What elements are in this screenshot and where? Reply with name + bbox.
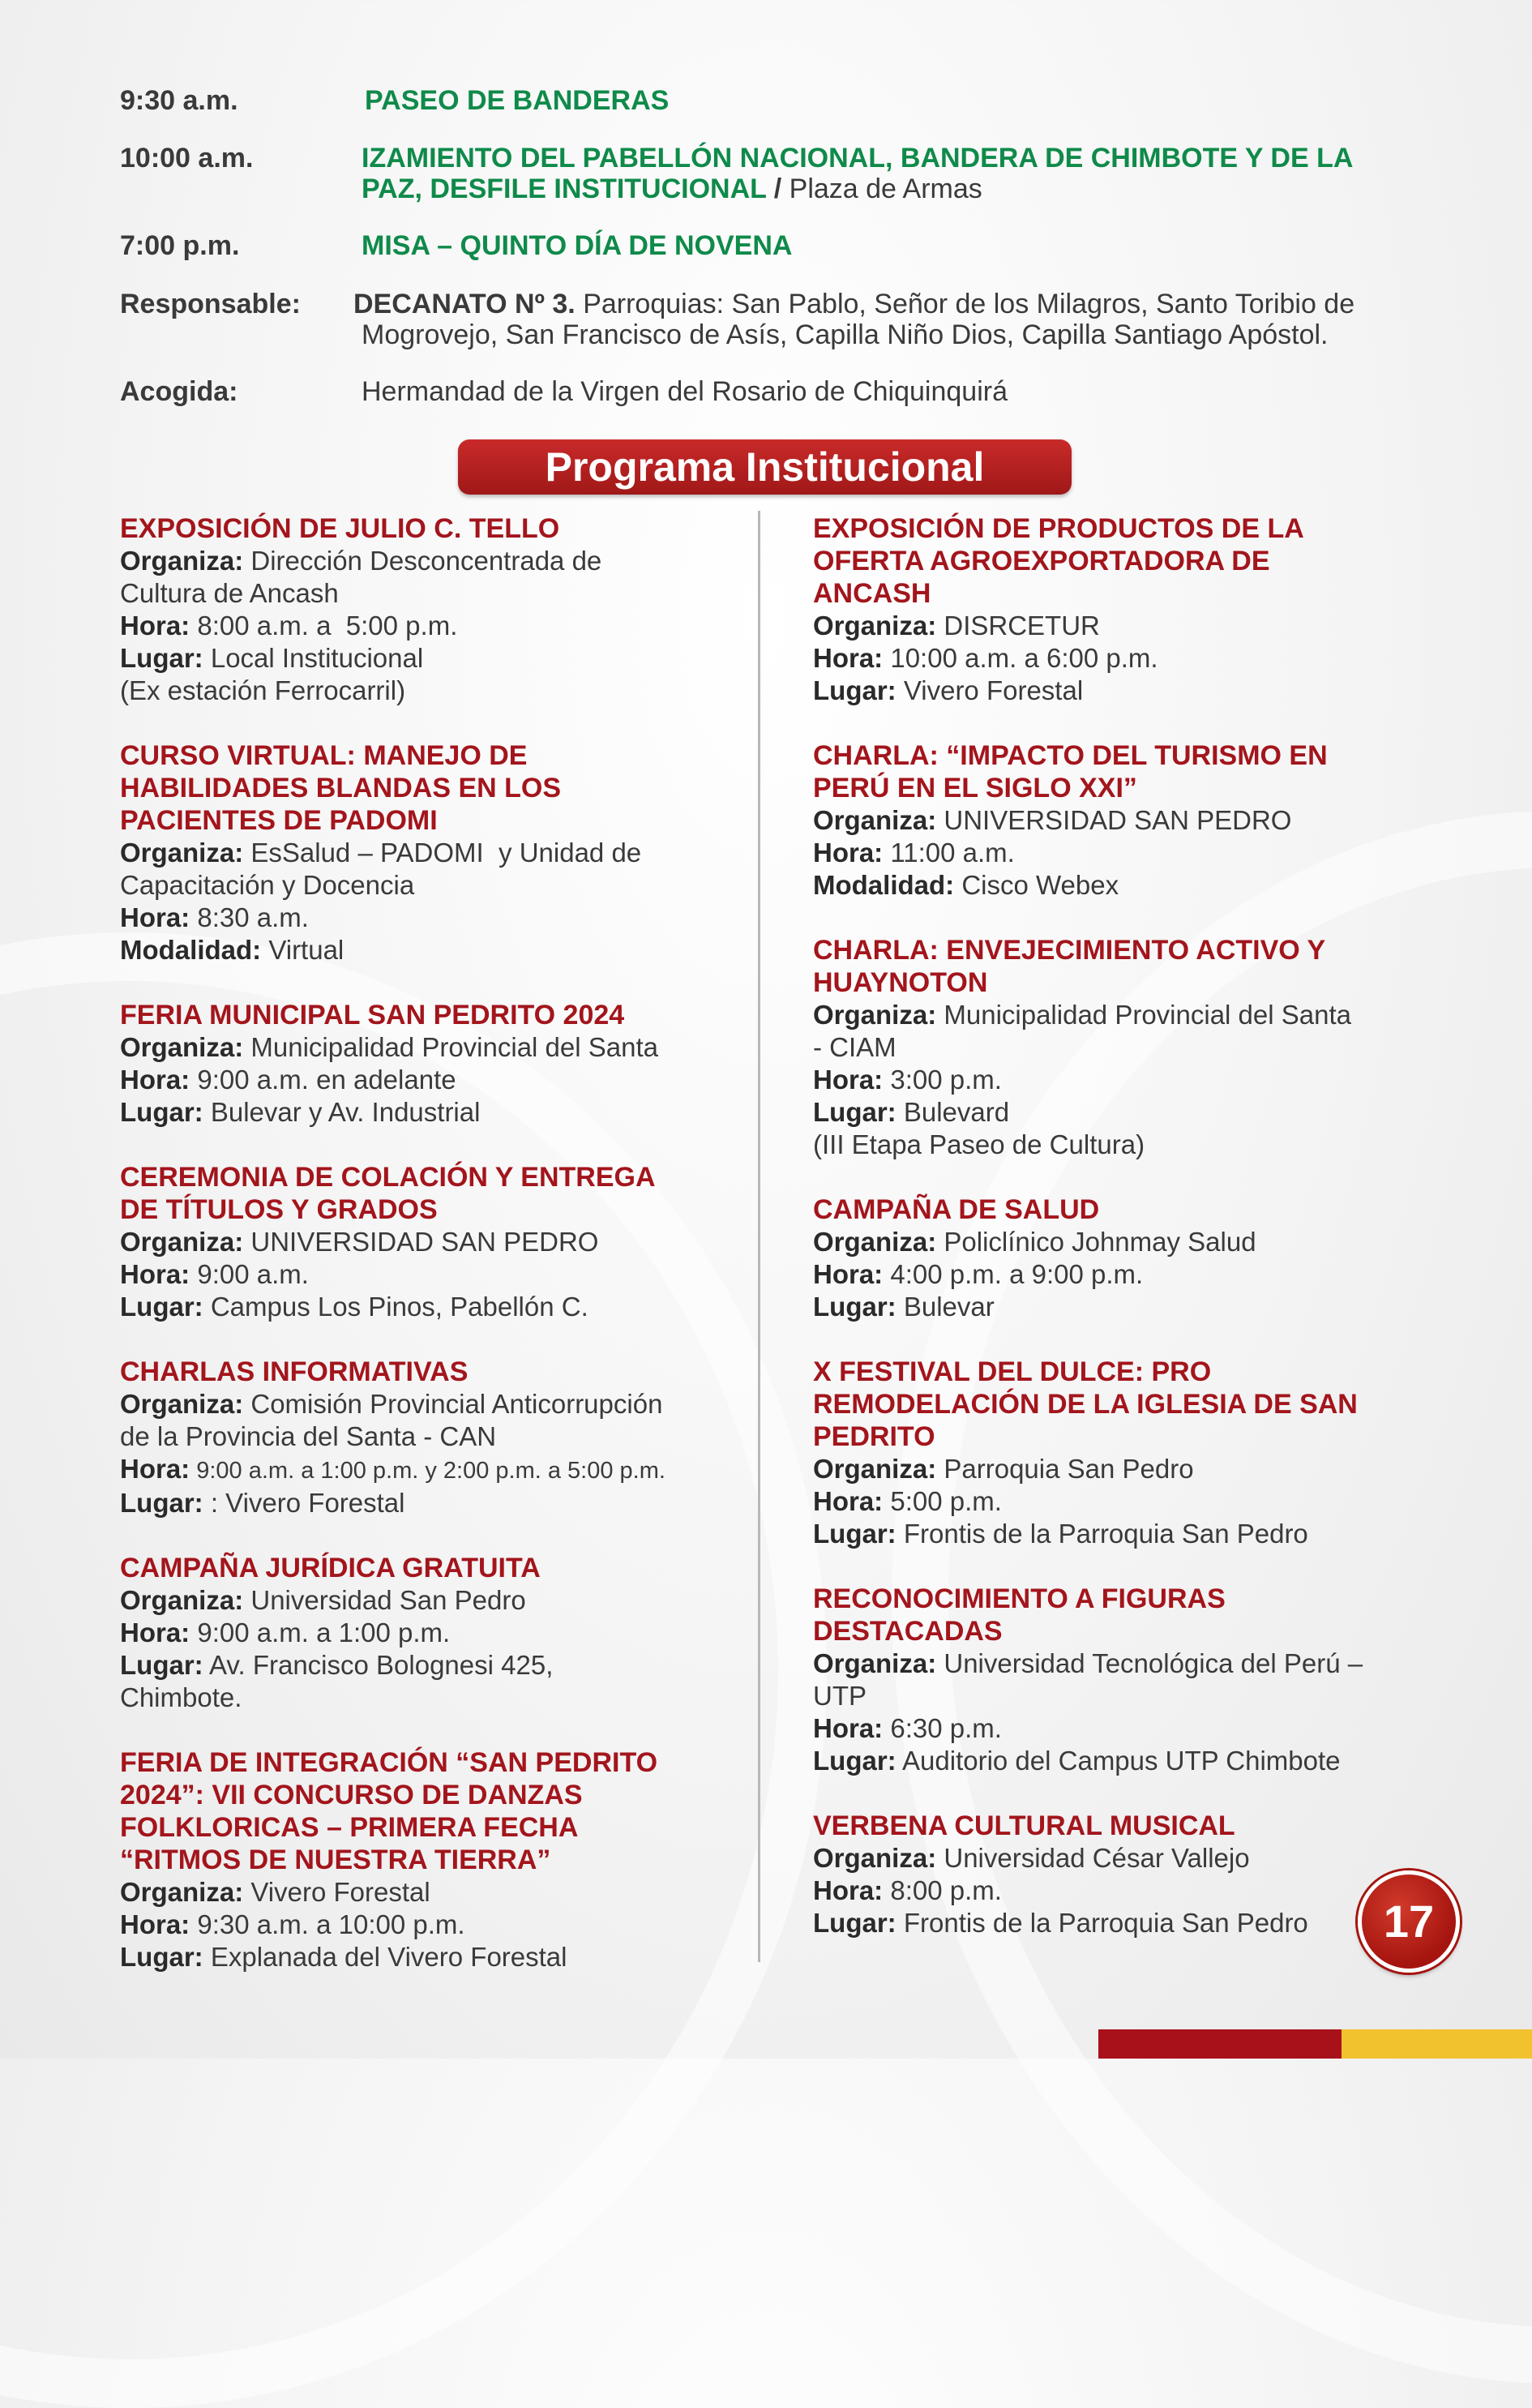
detail-label: Organiza: bbox=[813, 611, 937, 641]
detail-label: Lugar: bbox=[813, 1746, 897, 1776]
event-detail bbox=[813, 1064, 1429, 1096]
event-detail bbox=[813, 1031, 1429, 1064]
detail-value: Bulevard bbox=[896, 1097, 1010, 1127]
detail-label: Hora: bbox=[813, 1486, 884, 1516]
detail-value: Auditorio del Campus UTP Chimbote bbox=[896, 1746, 1341, 1776]
event-detail bbox=[120, 1226, 736, 1258]
event-detail bbox=[813, 1680, 1429, 1712]
schedule-title-line1: IZAMIENTO DEL PABELLÓN NACIONAL, BANDERA DE CHIMBOTE Y DE LA bbox=[362, 143, 1354, 174]
detail-value: 4:00 p.m. a 9:00 p.m. bbox=[883, 1259, 1144, 1289]
event-detail bbox=[813, 1842, 1429, 1875]
detail-value: Municipalidad Provincial del Santa bbox=[243, 1032, 658, 1062]
event-detail bbox=[120, 1909, 736, 1941]
detail-label: Hora: bbox=[813, 1875, 884, 1905]
event-title: PEDRITO bbox=[813, 1421, 935, 1452]
event-item bbox=[120, 999, 736, 1129]
detail-value: 8:00 a.m. a 5:00 p.m. bbox=[190, 611, 458, 641]
responsable-text: Parroquias: San Pablo, Señor de los Milagros, Santo Toribio de bbox=[575, 289, 1355, 319]
detail-value: Universidad César Vallejo bbox=[936, 1843, 1250, 1873]
responsable-lead: DECANATO Nº 3. bbox=[353, 289, 576, 319]
detail-value: 8:00 p.m. bbox=[883, 1875, 1002, 1905]
event-detail bbox=[120, 675, 736, 707]
event-detail bbox=[120, 869, 736, 902]
event-detail bbox=[120, 1031, 736, 1064]
event-item bbox=[813, 1583, 1429, 1777]
detail-label: Lugar: bbox=[813, 675, 897, 705]
event-detail bbox=[120, 1388, 736, 1420]
detail-value: Vivero Forestal bbox=[896, 675, 1084, 705]
schedule-title-line2: PAZ, DESFILE INSTITUCIONAL bbox=[362, 174, 767, 204]
detail-value: 5:00 p.m. bbox=[883, 1486, 1002, 1516]
detail-label: Organiza: bbox=[120, 1032, 244, 1062]
detail-label: Hora: bbox=[813, 1713, 884, 1743]
detail-label: Lugar: bbox=[813, 1292, 897, 1322]
detail-value: 3:00 p.m. bbox=[883, 1065, 1002, 1095]
event-title: VERBENA CULTURAL MUSICAL bbox=[813, 1810, 1235, 1841]
detail-label: Lugar: bbox=[120, 1488, 203, 1518]
detail-value: (III Etapa Paseo de Cultura) bbox=[813, 1129, 1145, 1159]
event-detail bbox=[813, 869, 1429, 902]
detail-value: Av. Francisco Bolognesi 425, bbox=[203, 1650, 554, 1680]
event-detail bbox=[813, 1485, 1429, 1518]
event-detail bbox=[813, 1226, 1429, 1258]
event-title: 2024”: VII CONCURSO DE DANZAS bbox=[120, 1780, 583, 1810]
acogida-text: Hermandad de la Virgen del Rosario de Chiquinquirá bbox=[362, 376, 1008, 407]
detail-label: Hora: bbox=[813, 1259, 884, 1289]
footer-bar-yellow bbox=[1342, 2029, 1532, 2059]
detail-label: Organiza: bbox=[120, 1389, 244, 1419]
detail-label: Lugar: bbox=[120, 643, 203, 673]
detail-label: Organiza: bbox=[813, 805, 937, 835]
event-title: CURSO VIRTUAL: MANEJO DE bbox=[120, 740, 528, 771]
schedule-time: 9:30 a.m. bbox=[120, 85, 238, 116]
event-detail bbox=[120, 837, 736, 869]
detail-label: Lugar: bbox=[813, 1519, 897, 1549]
event-title: CHARLA: ENVEJECIMIENTO ACTIVO Y bbox=[813, 935, 1326, 966]
event-item bbox=[813, 934, 1429, 1161]
event-detail bbox=[120, 1258, 736, 1291]
detail-value: 9:00 a.m. bbox=[190, 1259, 309, 1289]
detail-label: Lugar: bbox=[120, 1942, 203, 1972]
event-detail bbox=[120, 577, 736, 610]
event-detail bbox=[813, 999, 1429, 1031]
detail-value: 9:30 a.m. a 10:00 p.m. bbox=[190, 1909, 465, 1939]
event-detail bbox=[120, 1617, 736, 1649]
section-banner: Programa Institucional bbox=[458, 439, 1072, 495]
detail-value: 6:30 p.m. bbox=[883, 1713, 1002, 1743]
detail-label: Hora: bbox=[120, 1259, 190, 1289]
detail-value: UTP bbox=[813, 1681, 867, 1711]
page-number: 17 bbox=[1358, 1870, 1460, 1973]
detail-label: Organiza: bbox=[813, 1000, 937, 1030]
event-title: FOLKLORICAS – PRIMERA FECHA bbox=[120, 1812, 579, 1843]
event-item bbox=[120, 1161, 736, 1323]
event-detail bbox=[813, 1875, 1429, 1907]
event-detail bbox=[120, 902, 736, 934]
event-title: DESTACADAS bbox=[813, 1616, 1003, 1647]
event-title: PERÚ EN EL SIGLO XXI” bbox=[813, 773, 1137, 803]
detail-value: (Ex estación Ferrocarril) bbox=[120, 675, 406, 705]
detail-value: Frontis de la Parroquia San Pedro bbox=[896, 1519, 1308, 1549]
event-detail bbox=[813, 1518, 1429, 1550]
event-detail bbox=[813, 837, 1429, 869]
event-title: FERIA DE INTEGRACIÓN “SAN PEDRITO bbox=[120, 1747, 658, 1778]
detail-value: Campus Los Pinos, Pabellón C. bbox=[203, 1292, 588, 1322]
detail-label: Organiza: bbox=[120, 1585, 244, 1615]
event-detail bbox=[813, 1907, 1429, 1939]
event-item bbox=[120, 1356, 736, 1519]
detail-label: Lugar: bbox=[813, 1908, 897, 1938]
event-detail bbox=[120, 642, 736, 675]
detail-value: Municipalidad Provincial del Santa bbox=[936, 1000, 1351, 1030]
event-title: EXPOSICIÓN DE PRODUCTOS DE LA bbox=[813, 513, 1304, 544]
event-title: REMODELACIÓN DE LA IGLESIA DE SAN bbox=[813, 1389, 1358, 1420]
event-detail bbox=[813, 1453, 1429, 1485]
event-detail bbox=[813, 1745, 1429, 1777]
event-detail bbox=[813, 1129, 1429, 1161]
event-detail bbox=[813, 1258, 1429, 1291]
event-detail bbox=[813, 1647, 1429, 1680]
detail-label: Hora: bbox=[813, 838, 884, 868]
detail-value: Local Institucional bbox=[203, 643, 424, 673]
detail-label: Modalidad: bbox=[813, 870, 955, 900]
event-title: EXPOSICIÓN DE JULIO C. TELLO bbox=[120, 513, 560, 544]
detail-value: Parroquia San Pedro bbox=[936, 1454, 1194, 1484]
event-detail bbox=[813, 642, 1429, 675]
detail-label: Lugar: bbox=[120, 1292, 203, 1322]
event-detail bbox=[813, 1291, 1429, 1323]
detail-label: Hora: bbox=[120, 1617, 190, 1647]
event-title: X FESTIVAL DEL DULCE: PRO bbox=[813, 1356, 1212, 1387]
detail-value: Chimbote. bbox=[120, 1682, 242, 1712]
schedule-title: MISA – QUINTO DÍA DE NOVENA bbox=[362, 230, 793, 261]
detail-label: Hora: bbox=[813, 643, 884, 673]
detail-value: 9:00 a.m. a 1:00 p.m. bbox=[190, 1617, 451, 1647]
event-item bbox=[120, 739, 736, 966]
schedule-label: Acogida: bbox=[120, 376, 238, 407]
event-title: CAMPAÑA JURÍDICA GRATUITA bbox=[120, 1553, 541, 1583]
detail-label: Organiza: bbox=[120, 838, 244, 868]
detail-label: Lugar: bbox=[120, 1097, 203, 1127]
event-title: CHARLA: “IMPACTO DEL TURISMO EN bbox=[813, 740, 1328, 771]
event-item bbox=[813, 1193, 1429, 1323]
event-detail bbox=[120, 1420, 736, 1453]
detail-value: 11:00 a.m. bbox=[883, 838, 1015, 868]
detail-value: UNIVERSIDAD SAN PEDRO bbox=[243, 1227, 599, 1257]
detail-value: 9:00 a.m. a 1:00 p.m. y 2:00 p.m. a 5:00 p.m. bbox=[190, 1458, 665, 1484]
detail-value: DISRCETUR bbox=[936, 611, 1100, 641]
detail-value: EsSalud – PADOMI y Unidad de bbox=[243, 838, 642, 868]
event-detail bbox=[120, 1876, 736, 1909]
detail-label: Hora: bbox=[120, 902, 190, 932]
event-title: RECONOCIMIENTO A FIGURAS bbox=[813, 1583, 1226, 1614]
event-detail bbox=[120, 1941, 736, 1973]
detail-label: Hora: bbox=[120, 611, 190, 641]
event-item bbox=[120, 1552, 736, 1714]
schedule-title: PASEO DE BANDERAS bbox=[365, 85, 670, 116]
detail-value: Capacitación y Docencia bbox=[120, 870, 415, 900]
program-column-right bbox=[813, 512, 1429, 1972]
schedule-place: Plaza de Armas bbox=[789, 174, 982, 204]
event-detail bbox=[120, 545, 736, 577]
detail-value: UNIVERSIDAD SAN PEDRO bbox=[936, 805, 1292, 835]
event-title: HUAYNOTON bbox=[813, 967, 988, 998]
detail-value: 8:30 a.m. bbox=[190, 902, 309, 932]
detail-label: Organiza: bbox=[120, 1877, 244, 1907]
event-detail bbox=[813, 1712, 1429, 1745]
event-item bbox=[813, 1810, 1429, 1939]
event-title: PACIENTES DE PADOMI bbox=[120, 805, 438, 836]
event-item bbox=[120, 1746, 736, 1973]
event-title: FERIA MUNICIPAL SAN PEDRITO 2024 bbox=[120, 1000, 625, 1030]
event-title: CHARLAS INFORMATIVAS bbox=[120, 1356, 469, 1387]
event-title: CAMPAÑA DE SALUD bbox=[813, 1194, 1100, 1225]
event-detail bbox=[813, 804, 1429, 837]
event-detail bbox=[120, 1291, 736, 1323]
detail-value: de la Provincia del Santa - CAN bbox=[120, 1421, 497, 1451]
event-detail bbox=[120, 1453, 736, 1487]
detail-label: Hora: bbox=[120, 1454, 190, 1484]
detail-label: Hora: bbox=[813, 1065, 884, 1095]
event-detail bbox=[813, 1096, 1429, 1129]
footer-bar-red bbox=[1098, 2029, 1342, 2059]
detail-label: Organiza: bbox=[813, 1454, 937, 1484]
detail-label: Lugar: bbox=[120, 1650, 203, 1680]
detail-value: 9:00 a.m. en adelante bbox=[190, 1065, 456, 1095]
detail-label: Organiza: bbox=[813, 1648, 937, 1678]
detail-value: : Vivero Forestal bbox=[203, 1488, 405, 1518]
detail-value: Comisión Provincial Anticorrupción bbox=[243, 1389, 663, 1419]
detail-value: Frontis de la Parroquia San Pedro bbox=[896, 1908, 1308, 1938]
program-column-left bbox=[120, 512, 736, 2006]
responsable-text-cont: Mogrovejo, San Francisco de Asís, Capilla Niño Dios, Capilla Santiago Apóstol. bbox=[362, 319, 1329, 350]
detail-value: - CIAM bbox=[813, 1032, 897, 1062]
event-detail bbox=[120, 934, 736, 966]
detail-value: Universidad San Pedro bbox=[243, 1585, 526, 1615]
event-item bbox=[813, 739, 1429, 902]
event-detail bbox=[120, 1096, 736, 1129]
event-detail bbox=[120, 610, 736, 642]
event-detail bbox=[120, 1649, 736, 1682]
event-detail bbox=[120, 1682, 736, 1714]
detail-label: Hora: bbox=[120, 1909, 190, 1939]
detail-value: 10:00 a.m. a 6:00 p.m. bbox=[883, 643, 1158, 673]
detail-label: Organiza: bbox=[813, 1843, 937, 1873]
detail-label: Organiza: bbox=[120, 546, 244, 576]
detail-label: Organiza: bbox=[813, 1227, 937, 1257]
detail-label: Lugar: bbox=[813, 1097, 897, 1127]
event-detail bbox=[813, 610, 1429, 642]
detail-value: Explanada del Vivero Forestal bbox=[203, 1942, 567, 1972]
detail-value: Bulevar y Av. Industrial bbox=[203, 1097, 481, 1127]
event-detail bbox=[120, 1584, 736, 1617]
detail-value: Virtual bbox=[261, 935, 344, 965]
event-title: DE TÍTULOS Y GRADOS bbox=[120, 1194, 438, 1225]
detail-value: Policlínico Johnmay Salud bbox=[936, 1227, 1256, 1257]
column-divider bbox=[758, 511, 760, 1962]
event-item bbox=[813, 1356, 1429, 1550]
event-item bbox=[813, 512, 1429, 707]
schedule-time: 10:00 a.m. bbox=[120, 143, 254, 174]
detail-value: Bulevar bbox=[896, 1292, 995, 1322]
detail-value: Vivero Forestal bbox=[243, 1877, 430, 1907]
detail-label: Organiza: bbox=[120, 1227, 244, 1257]
detail-value: Cultura de Ancash bbox=[120, 578, 339, 608]
detail-value: Universidad Tecnológica del Perú – bbox=[936, 1648, 1363, 1678]
schedule-label: Responsable: bbox=[120, 289, 301, 319]
schedule-separator: / bbox=[766, 174, 790, 204]
detail-value: Cisco Webex bbox=[954, 870, 1119, 900]
schedule-time: 7:00 p.m. bbox=[120, 230, 240, 261]
event-title: ANCASH bbox=[813, 578, 931, 609]
event-detail bbox=[813, 675, 1429, 707]
detail-label: Hora: bbox=[120, 1065, 190, 1095]
detail-value: Dirección Desconcentrada de bbox=[243, 546, 602, 576]
event-item bbox=[120, 512, 736, 707]
event-detail bbox=[120, 1064, 736, 1096]
event-detail bbox=[120, 1487, 736, 1519]
detail-label: Modalidad: bbox=[120, 935, 262, 965]
event-title: HABILIDADES BLANDAS EN LOS bbox=[120, 773, 562, 803]
event-title: OFERTA AGROEXPORTADORA DE bbox=[813, 546, 1270, 576]
event-title: “RITMOS DE NUESTRA TIERRA” bbox=[120, 1845, 551, 1875]
event-title: CEREMONIA DE COLACIÓN Y ENTREGA bbox=[120, 1162, 656, 1193]
